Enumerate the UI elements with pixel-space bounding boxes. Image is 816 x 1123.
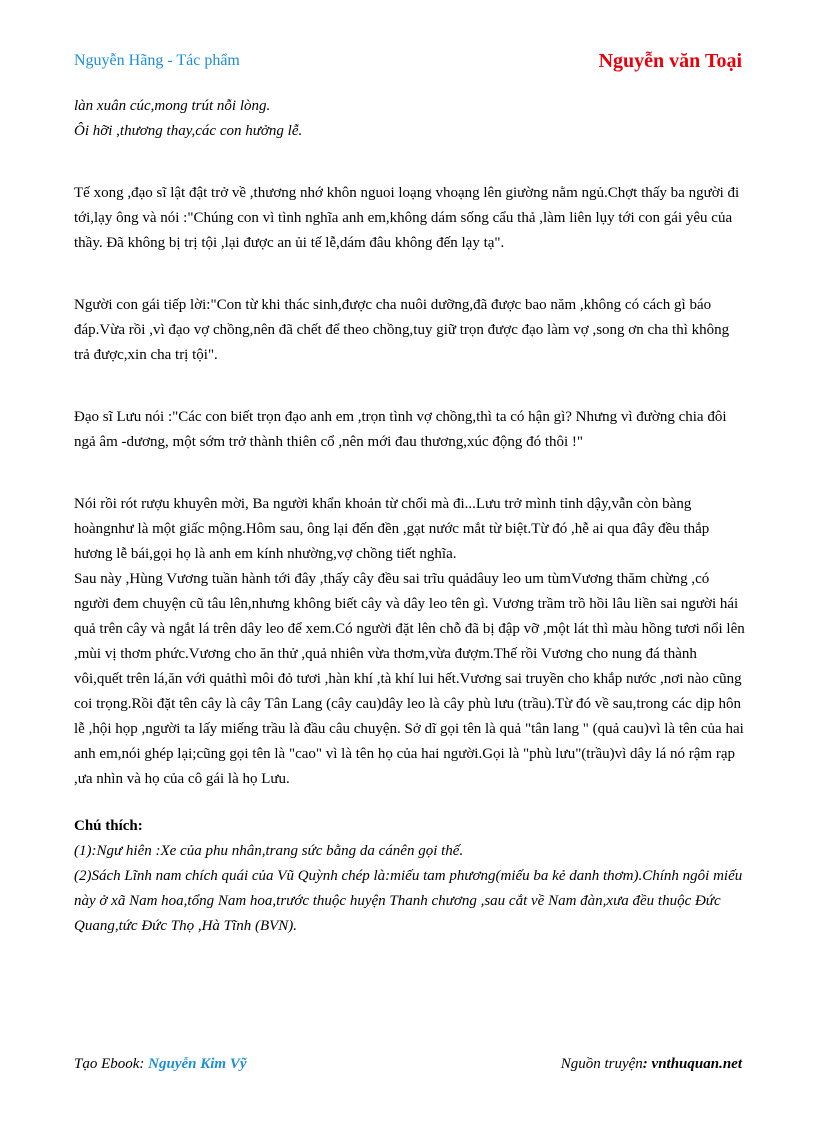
poem-line: Ôi hỡi ,thương thay,các con hưởng lễ. [74,123,303,139]
paragraph: Nói rồi rót rượu khuyên mời, Ba người khẩn khoản từ chối mà đi...Lưu trở mình tỉnh dậy,vẫn còn bàng hoàngnhư là một giấc mộng.Hôm sau, ông lại đến đền ,gạt nước mắt từ biệt.Từ đó ,hễ ai qua đây đều thắp hương lễ bái,gọi họ là anh em kính nhường,vợ chồng tiết nghĩa. [74,496,710,562]
paragraph: Người con gái tiếp lời:"Con từ khi thác sinh,được cha nuôi dưỡng,đã được bao năm ,không có cách gì báo đáp.Vừa rồi ,vì đạo vợ chồng,nên đã chết để theo chồng,tuy giữ trọn được đạo làm vợ ,song ơn cha thì không trả được,xin cha trị tội". [74,297,730,363]
footer-ebook-credit: Tạo Ebook: Nguyễn Kim Vỹ [74,1056,247,1072]
paragraph: Đạo sĩ Lưu nói :"Các con biết trọn đạo anh em ,trọn tình vợ chồng,thì ta có hận gì? Nhưng vì đường chia đôi ngả âm -dương, một sớm trở thành thiên cổ ,nên mới đau thương,xúc động đó thôi !" [74,409,727,450]
note-item: (2)Sách Lĩnh nam chích quái của Vũ Quỳnh chép là:miếu tam phương(miếu ba kẻ danh thơm).Chính ngôi miếu này ở xã Nam hoa,tổng Nam hoa,trước thuộc huyện Thanh chương ,sau cắt về Nam đàn,xưa đều thuộc Đức Quang,tức Đức Thọ ,Hà Tĩnh (BVN). [74,868,743,934]
footer-source-label: Nguồn truyện [560,1056,643,1072]
footer-ebook-name: Nguyễn Kim Vỹ [148,1056,247,1072]
footer-source-credit: Nguồn truyện: vnthuquan.net [560,1056,742,1072]
notes-title: Chú thích: [74,818,143,834]
header-editor-name: Nguyễn văn Toại [598,50,742,72]
note-item: (1):Ngư hiên :Xe của phu nhân,trang sức bằng da cánên gọi thế. [74,843,464,859]
footer-ebook-label: Tạo Ebook [74,1056,140,1072]
footer-source-site: vnthuquan.net [651,1056,742,1072]
body-text [74,94,746,939]
paragraph: Tế xong ,đạo sĩ lật đật trở về ,thương nhớ khôn nguoi loạng vhoạng lên giường nằm ngủ.Chợt thấy ba người đi tới,lạy ông và nói :"Chúng con vì tình nghĩa anh em,không dám sống cẩu thả ,làm liên lụy tới con gái yêu của thầy. Đã không bị trị tội ,lại được an ủi tế lễ,dám đâu không đến lạy tạ". [74,185,740,251]
paragraph: Sau này ,Hùng Vương tuần hành tới đây ,thấy cây đều sai trĩu quảdâuy leo um tùmVương thăm chừng ,có người đem chuyện cũ tâu lên,nhưng không biết cây và dây leo tên gì. Vương trầm trồ hồi lâu liền sai người hái quả trên cây và ngắt lá trên dây leo để xem.Có người đặt lên chỗ đã bị đập vỡ ,một lát thì màu hồng tươi nổi lên ,mùi vị thơm phức.Vương cho ăn thử ,quả nhiên vừa thơm,vừa đượm.Thế rồi Vương cho nung đá thành vôi,quết trên lá,ăn với quảthì môi đỏ tươi ,hàn khí ,tà khí lui hết.Vương sai truyền cho khắp nước ,nơi nào cũng coi trọng.Rồi đặt tên cây là cây Tân Lang (cây cau)dây leo là cây phù lưu (trầu).Từ đó về sau,trong các dịp hôn lễ ,hội họp ,người ta lấy miếng trầu là đầu câu chuyện. Sở dĩ gọi tên là quả "tân lang " (quả cau)vì là tên của hai anh em,nói ghép lại;cũng gọi tên là "cao" vì là tên họ của hai người.Gọi là "phù lưu"(trầu)vì dây lá nó rậm rạp ,ưa nhìn và họ của cô gái là họ Lưu. [74,571,745,787]
poem-line: làn xuân cúc,mong trút nỗi lòng. [74,98,271,114]
header-author-work: Nguyễn Hãng - Tác phẩm [74,52,240,69]
